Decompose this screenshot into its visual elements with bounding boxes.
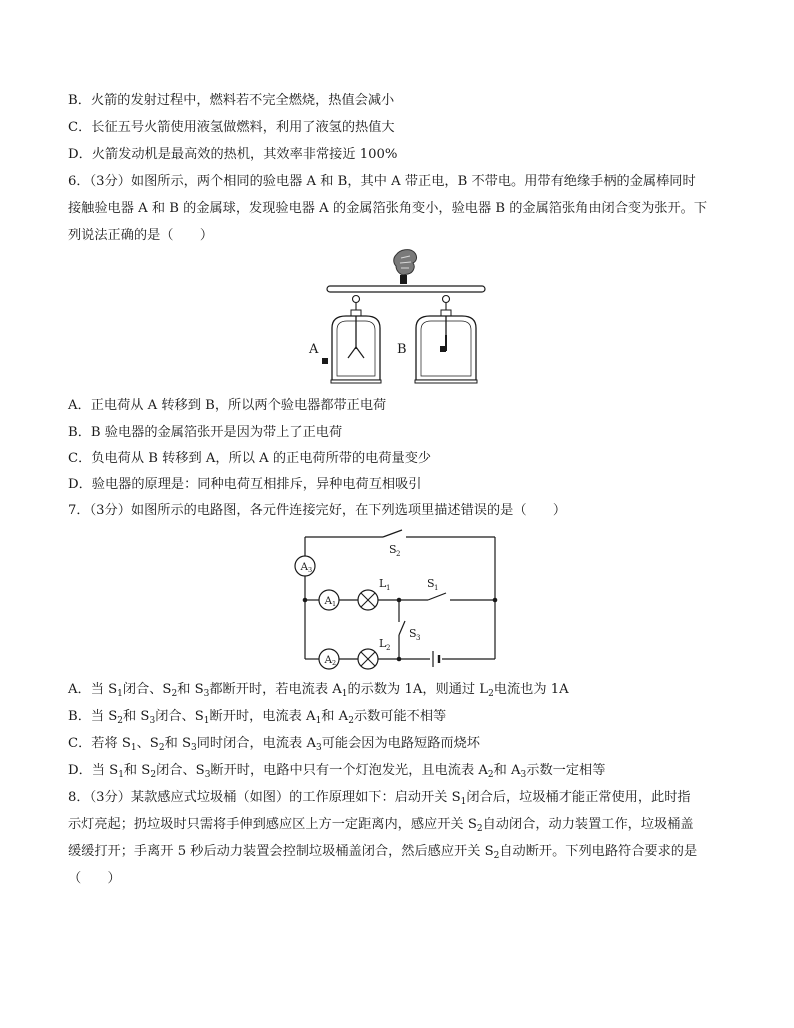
q6-stem-line-2: 接触验电器 A 和 B 的金属球，发现验电器 A 的金属箔张角变小，验电器 B 的金属箔张角由闭合变为张开。下 xyxy=(68,201,708,216)
q6-option-d: D．验电器的原理是：同种电荷互相排斥，异种电荷互相吸引 xyxy=(68,477,422,492)
label-b: B xyxy=(397,342,407,357)
metal-rod xyxy=(327,286,485,292)
q5-option-c: C．长征五号火箭使用液氢做燃料，利用了液氢的热值大 xyxy=(68,120,395,135)
q7-stem: 7．（3分）如图所示的电路图，各元件连接完好，在下列选项里描述错误的是（ ） xyxy=(68,503,567,518)
q6-option-b: B．B 验电器的金属箔张开是因为带上了正电荷 xyxy=(68,425,343,440)
q7-option-b: B．当 $S_2$和 $S_3$闭合、$S_1$断开时，电流表 $A_1$和 $A_2$示数可能不相等 xyxy=(68,709,447,726)
svg-text:A: A xyxy=(300,561,309,573)
q8-line-2: 示灯亮起；扔垃圾时只需将手伸到感应区上方一定距离内，感应开关 $S_2$自动闭合，动力装置工作，垃圾桶盖 xyxy=(68,817,694,834)
circuit-diagram xyxy=(288,526,502,674)
svg-text:2: 2 xyxy=(332,659,337,667)
label-l2: L xyxy=(379,637,387,650)
q6-option-c: C．负电荷从 B 转移到 A，所以 A 的正电荷所带的电荷量变少 xyxy=(68,451,432,466)
lamp-l1-icon xyxy=(358,590,378,610)
q8-line-1: 8．（3分）某款感应式垃圾桶（如图）的工作原理如下：启动开关 $S_1$闭合后，垃圾桶才能正常使用，此时指 xyxy=(68,790,691,807)
q6-stem-line-3: 列说法正确的是（ ） xyxy=(68,228,214,243)
label-a: A xyxy=(309,342,319,357)
label-s1: S xyxy=(427,577,435,590)
q6-option-a: A．正电荷从 A 转移到 B，所以两个验电器都带正电荷 xyxy=(68,398,387,413)
label-s2-sub: 2 xyxy=(396,550,401,558)
ammeter-a3 xyxy=(295,556,315,576)
label-l2-sub: 2 xyxy=(386,644,391,652)
q7-option-d: D．当 $S_1$和 $S_2$闭合、$S_3$断开时，电路中只有一个灯泡发光，且电流表 $A_2$和 $A_3$示数一定相等 xyxy=(68,763,606,780)
hand-icon xyxy=(394,250,417,284)
q5-option-b: B．火箭的发射过程中，燃料若不完全燃烧，热值会减小 xyxy=(68,93,395,108)
label-s2: S xyxy=(389,543,397,556)
svg-text:A: A xyxy=(324,595,333,607)
ammeter-a1 xyxy=(319,590,339,610)
q7-option-c: C．若将 $S_1$、$S_2$和 $S_3$同时闭合，电流表 $A_3$可能会因为电路短路而烧坏 xyxy=(68,736,480,753)
q7-option-a: A．当 $S_1$闭合、$S_2$和 $S_3$都断开时，若电流表 $A_1$的示数为 1A，则通过 $L_2$电流也为 1A xyxy=(68,682,569,699)
electroscope-figure xyxy=(300,247,500,392)
label-s1-sub: 1 xyxy=(434,584,439,592)
lamp-l2-icon xyxy=(358,649,378,669)
label-s3-sub: 3 xyxy=(416,634,421,642)
q6-stem-line-1: 6．（3分）如图所示，两个相同的验电器 A 和 B，其中 A 带正电，B 不带电。用带有绝缘手柄的金属棒同时 xyxy=(68,174,696,189)
electroscope-b xyxy=(415,296,477,384)
label-l1-sub: 1 xyxy=(386,584,391,592)
ammeter-a2 xyxy=(319,649,339,669)
q8-line-3: 缓缓打开；手离开 5 秒后动力装置会控制垃圾桶盖闭合，然后感应开关 $S_2$自动断开。下列电路符合要求的是 xyxy=(68,844,698,861)
q8-line-4: （ ） xyxy=(68,871,121,886)
label-l1: L xyxy=(379,577,387,590)
battery-icon xyxy=(433,651,439,667)
svg-text:3: 3 xyxy=(308,566,313,574)
electroscope-a xyxy=(322,296,381,384)
svg-text:1: 1 xyxy=(332,600,337,608)
svg-text:A: A xyxy=(324,654,333,666)
label-s3: S xyxy=(409,627,417,640)
q5-option-d: D．火箭发动机是最高效的热机，其效率非常接近 100% xyxy=(68,147,398,162)
